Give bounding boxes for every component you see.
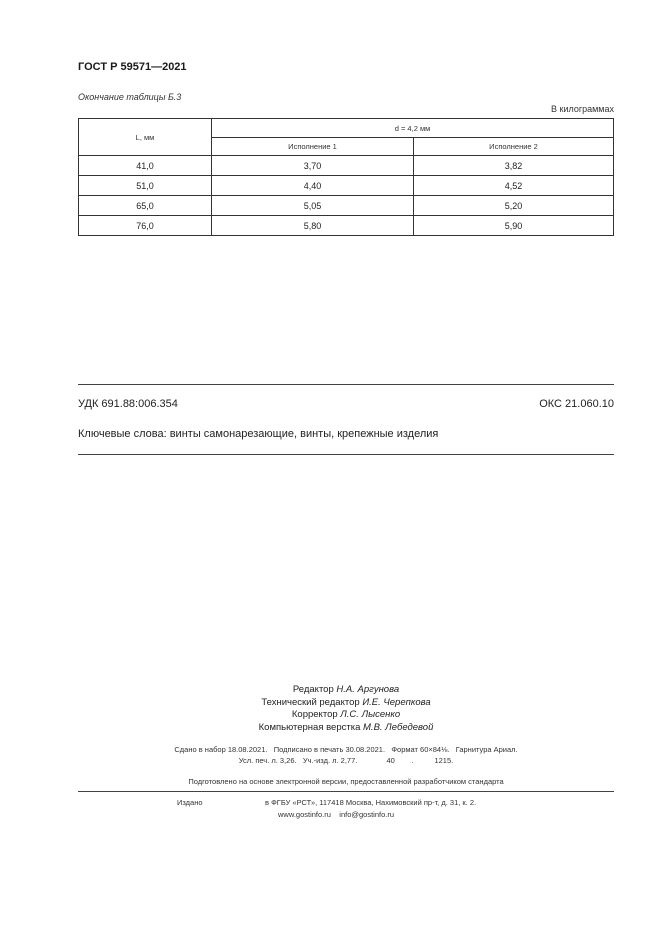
imprint-line-2: Усл. печ. л. 3,26. Уч.-изд. л. 2,77. 40 . 1215. — [238, 756, 454, 765]
imprint — [78, 744, 614, 766]
table-caption: Окончание таблицы Б.3 — [78, 92, 182, 102]
cell-l: 65,0 — [79, 196, 212, 216]
cell-l: 76,0 — [79, 216, 212, 236]
divider-top — [78, 384, 614, 385]
divider-bottom — [78, 454, 614, 455]
cell-v2: 5,90 — [414, 216, 614, 236]
udk-code: УДК 691.88:006.354 — [78, 398, 178, 410]
col-2-header: Исполнение 2 — [414, 138, 614, 156]
cell-v1: 3,70 — [212, 156, 414, 176]
oks-code: ОКС 21.060.10 — [539, 398, 614, 410]
table-units: В килограммах — [551, 104, 614, 114]
divider-imprint — [78, 791, 614, 792]
imprint-line-1: Сдано в набор 18.08.2021. Подписано в печать 30.08.2021. Формат 60×84⅛. Гарнитура Ариал. — [174, 745, 518, 754]
credit-layout: Компьютерная верстка М.В. Лебедевой — [258, 721, 434, 733]
cell-l: 51,0 — [79, 176, 212, 196]
table-row — [79, 216, 614, 236]
credit-editor: Редактор Н.А. Аргунова — [292, 684, 400, 695]
publisher — [78, 797, 614, 821]
publisher-label: Издано — [177, 798, 203, 807]
credits — [78, 684, 614, 734]
publisher-web: www.gostinfo.ru info@gostinfo.ru — [278, 810, 395, 819]
cell-v2: 4,52 — [414, 176, 614, 196]
publisher-address: в ФГБУ «РСТ», 117418 Москва, Нахимовский пр-т, д. 31, к. 2. — [265, 798, 477, 807]
weight-table — [78, 118, 614, 236]
cell-v2: 3,82 — [414, 156, 614, 176]
cell-v1: 4,40 — [212, 176, 414, 196]
group-header: d = 4,2 мм — [212, 119, 614, 138]
document-code: ГОСТ Р 59571—2021 — [78, 61, 187, 73]
table-row — [79, 196, 614, 216]
credit-corrector: Корректор Л.С. Лысенко — [291, 709, 401, 720]
keywords: Ключевые слова: винты самонарезающие, винты, крепежные изделия — [78, 428, 439, 440]
col-1-header: Исполнение 1 — [212, 138, 414, 156]
credit-tech-editor: Технический редактор И.Е. Черепкова — [261, 696, 431, 708]
cell-v2: 5,20 — [414, 196, 614, 216]
col-l-header: L, мм — [79, 119, 212, 156]
cell-v1: 5,80 — [212, 216, 414, 236]
table-row — [79, 176, 614, 196]
prepared-note: Подготовлено на основе электронной версии, предоставленной разработчиком стандарта — [188, 777, 504, 786]
table-row — [79, 156, 614, 176]
cell-l: 41,0 — [79, 156, 212, 176]
cell-v1: 5,05 — [212, 196, 414, 216]
